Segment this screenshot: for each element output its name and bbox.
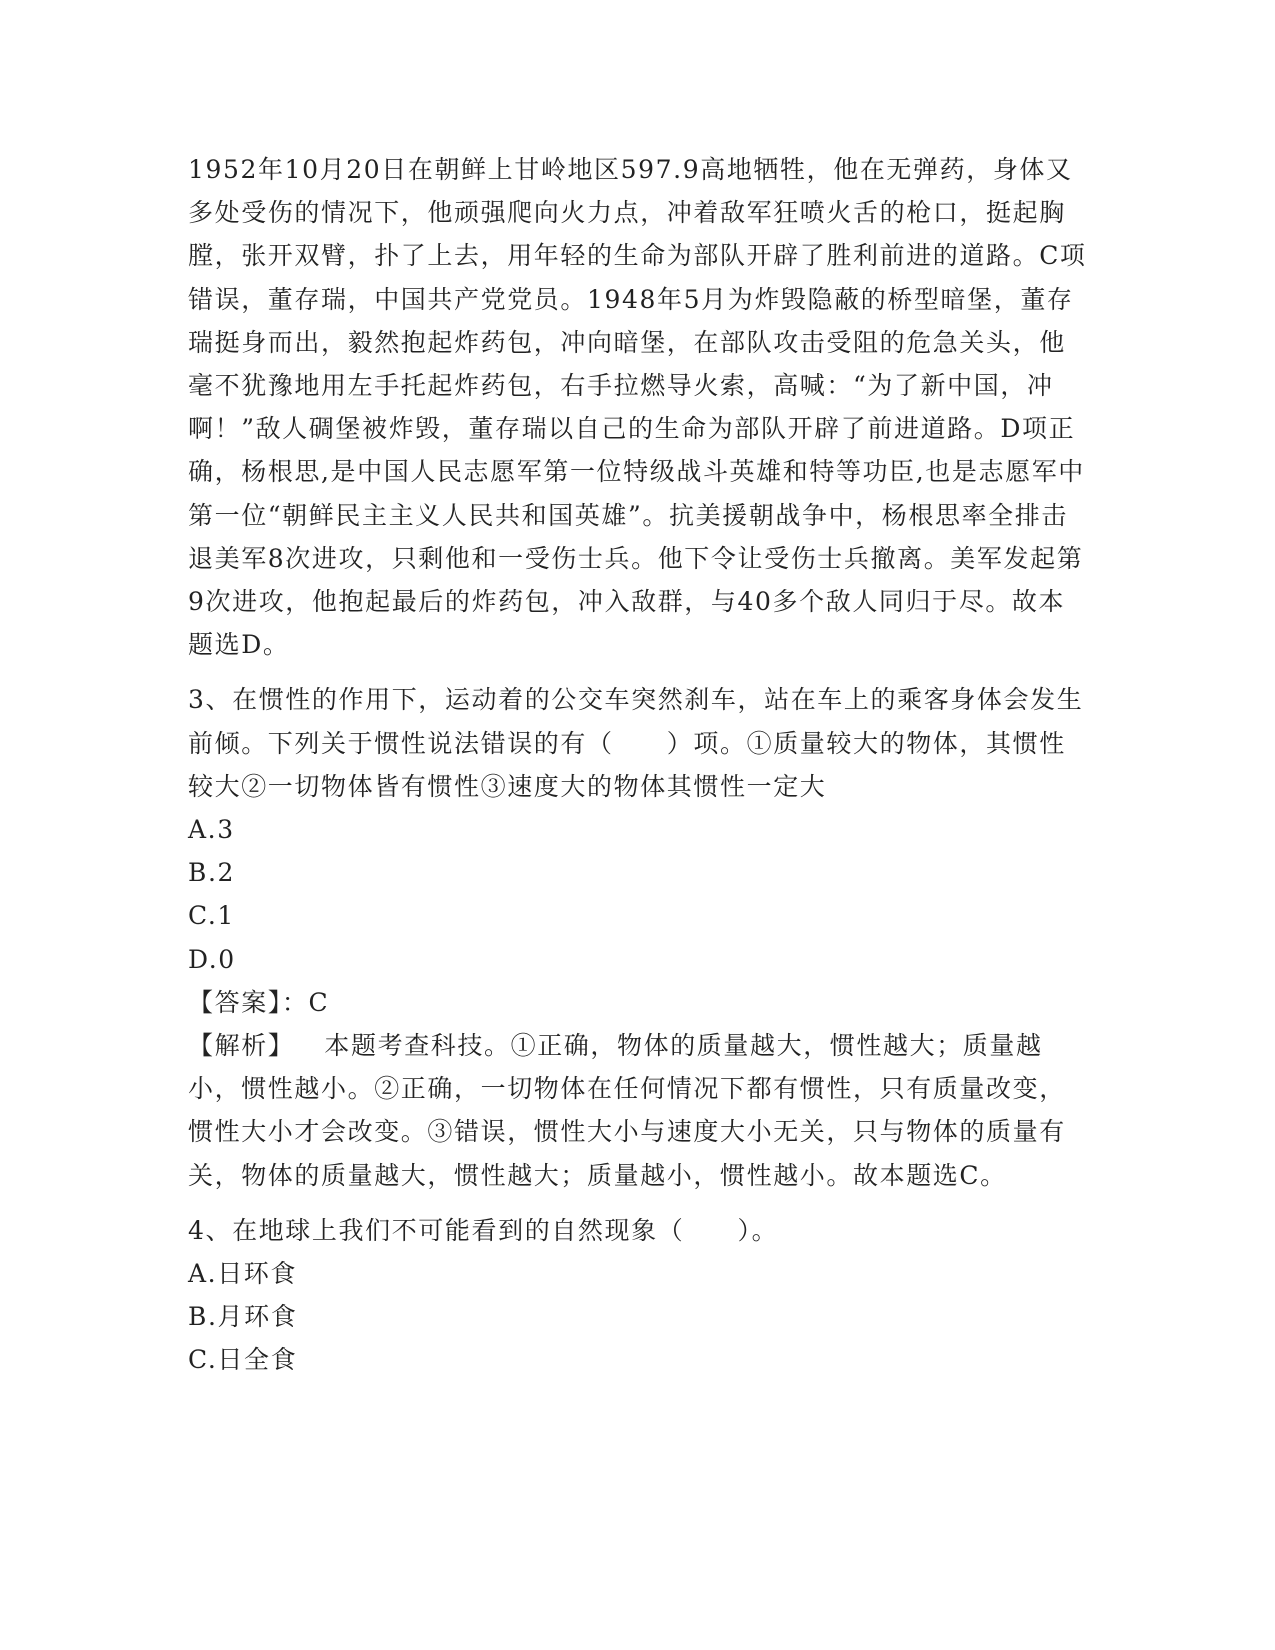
question-4-stem: 4、在地球上我们不可能看到的自然现象（ ）。 <box>188 1215 779 1245</box>
question-3-option-b: B.2 <box>188 858 236 888</box>
question-3-option-d: D.0 <box>188 944 236 974</box>
analysis-label: 【解析】 <box>188 1031 295 1061</box>
question-4-option-c: C.日全食 <box>188 1345 298 1375</box>
question-3-analysis <box>188 1024 1088 1197</box>
question-4 <box>188 1209 1088 1382</box>
question-4-option-a: A.日环食 <box>188 1259 298 1289</box>
question-3 <box>188 678 1088 1196</box>
spacer <box>188 1197 1088 1209</box>
question-3-option-c: C.1 <box>188 901 235 931</box>
question-3-answer: 【答案】：C <box>188 987 330 1017</box>
analysis-text: 本题考查科技。①正确，物体的质量越大，惯性越大；质量越小，惯性越小。②正确，一切物体在任何情况下都有惯性，只有质量改变，惯性大小才会改变。③错误，惯性大小与速度大小无关，只与物体的质量有关，物体的质量越大，惯性越大；质量越小，惯性越小。故本题选C。 <box>188 1031 1066 1190</box>
spacer <box>188 666 1088 678</box>
question-3-stem: 3、在惯性的作用下，运动着的公交车突然刹车，站在车上的乘客身体会发生前倾。下列关于惯性说法错误的有（ ）项。①质量较大的物体，其惯性较大②一切物体皆有惯性③速度大的物体其惯性一定大 <box>188 685 1084 801</box>
question-2-explanation-continuation: 1952年10月20日在朝鲜上甘岭地区597.9高地牺牲，他在无弹药，身体又多处受伤的情况下，他顽强爬向火力点，冲着敌军狂喷火舌的枪口，挺起胸膛，张开双臂，扑了上去，用年轻的生命为部队开辟了胜利前进的道路。C项错误，董存瑞，中国共产党党员。1948年5月为炸毁隐蔽的桥型暗堡，董存瑞挺身而出，毅然抱起炸药包，冲向暗堡，在部队攻击受阻的危急关头，他毫不犹豫地用左手托起炸药包，右手拉燃导火索，高喊：“为了新中国，冲啊！”敌人碉堡被炸毁，董存瑞以自己的生命为部队开辟了前进道路。D项正确，杨根思,是中国人民志愿军第一位特级战斗英雄和特等功臣,也是志愿军中第一位“朝鲜民主主义人民共和国英雄”。抗美援朝战争中，杨根思率全排击退美军8次进攻，只剩他和一受伤士兵。他下令让受伤士兵撤离。美军发起第9次进攻，他抱起最后的炸药包，冲入敌群，与40多个敌人同归于尽。故本题选D。 <box>188 155 1087 660</box>
page-content <box>188 148 1088 1382</box>
question-4-option-b: B.月环食 <box>188 1302 298 1332</box>
question-3-option-a: A.3 <box>188 815 235 845</box>
